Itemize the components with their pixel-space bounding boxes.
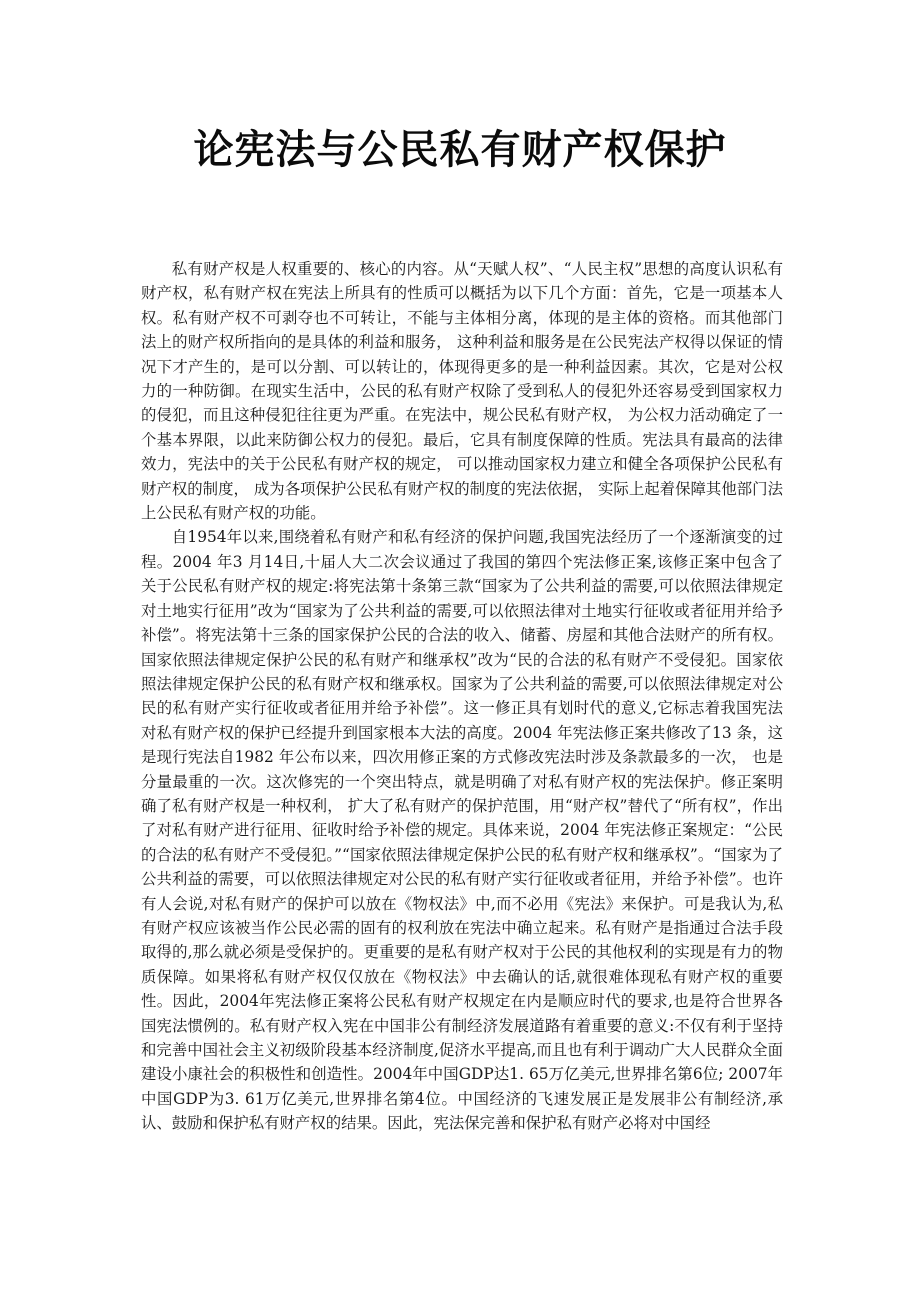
paragraph-2: 自1954年以来,围绕着私有财产和私有经济的保护问题,我国宪法经历了一个逐渐演变的过程。2004 年3 月14日,十届人大二次会议通过了我国的第四个宪法修正案,该修正案中包含了关于公民私有财产权的规定:将宪法第十条第三款“国家为了公共利益的需要,可以依照法律规定对土地实行征用”改为“国家为了公共利益的需要,可以依照法律对土地实行征收或者征用并给予补偿”。将宪法第十三条的国家保护公民的合法的收入、储蓄、房屋和其他合法财产的所有权。国家依照法律规定保护公民的私有财产和继承权”改为“民的合法的私有财产不受侵犯。国家依照法律规定保护公民的私有财产权和继承权。国家为了公共利益的需要,可以依照法律规定对公民的私有财产实行征收或者征用并给予补偿”。这一修正具有划时代的意义,它标志着我国宪法对私有财产权的保护已经提升到国家根本大法的高度。2004 年宪法修正案共修改了13 条，这是现行宪法自1982 年公布以来，四次用修正案的方式修改宪法时涉及条款最多的一次， 也是分量最重的一次。这次修宪的一个突出特点，就是明确了对私有财产权的宪法保护。修正案明确了私有财产权是一种权利， 扩大了私有财产的保护范围，用“财产权”替代了“所有权”，作出了对私有财产进行征用、征收时给予补偿的规定。具体来说，2004 年宪法修正案规定：“公民的合法的私有财产不受侵犯。”“国家依照法律规定保护公民的私有财产权和继承权”。“国家为了公共利益的需要，可以依照法律规定对公民的私有财产实行征收或者征用，并给予补偿”。也许有人会说,对私有财产的保护可以放在《物权法》中,而不必用《宪法》来保护。可是我认为,私有财产权应该被当作公民必需的固有的权利放在宪法中确立起来。私有财产是指通过合法手段取得的,那么就必须是受保护的。更重要的是私有财产权对于公民的其他权利的实现是有力的物质保障。如果将私有财产权仅仅放在《物权法》中去确认的话,就很难体现私有财产权的重要性。因此，2004年宪法修正案将公民私有财产权规定在内是顺应时代的要求,也是符合世界各国宪法惯例的。私有财产权入宪在中国非公有制经济发展道路有着重要的意义:不仅有利于坚持和完善中国社会主义初级阶段基本经济制度,促济水平提高,而且也有利于调动广大人民群众全面建设小康社会的积极性和创造性。2004年中国GDP达1. 65万亿美元,世界排名第6位; 2007年中国GDP为3. 61万亿美元,世界排名第4位。中国经济的飞速发展正是发展非公有制经济,承认、鼓励和保护私有财产权的结果。因此，宪法保完善和保护私有财产必将对中国经	[141, 528, 783, 1133]
document-title: 论宪法与公民私有财产权保护	[193, 127, 727, 173]
document-body	[141, 257, 783, 1136]
paragraph-1: 私有财产权是人权重要的、核心的内容。从“天赋人权”、“人民主权”思想的高度认识私有财产权，私有财产权在宪法上所具有的性质可以概括为以下几个方面：首先，它是一项基本人权。私有财产权不可剥夺也不可转让，不能与主体相分离，体现的是主体的资格。而其他部门法上的财产权所指向的是具体的利益和服务， 这种利益和服务是在公民宪法产权得以保证的情况下才产生的，是可以分割、可以转让的，体现得更多的是一种利益因素。其次，它是对公权力的一种防御。在现实生活中，公民的私有财产权除了受到私人的侵犯外还容易受到国家权力的侵犯，而且这种侵犯往往更为严重。在宪法中，规公民私有财产权， 为公权力活动确定了一个基本界限，以此来防御公权力的侵犯。最后，它具有制度保障的性质。宪法具有最高的法律效力，宪法中的关于公民私有财产权的规定， 可以推动国家权力建立和健全各项保护公民私有财产权的制度， 成为各项保护公民私有财产权的制度的宪法依据， 实际上起着保障其他部门法上公民私有财产权的功能。	[141, 260, 783, 523]
